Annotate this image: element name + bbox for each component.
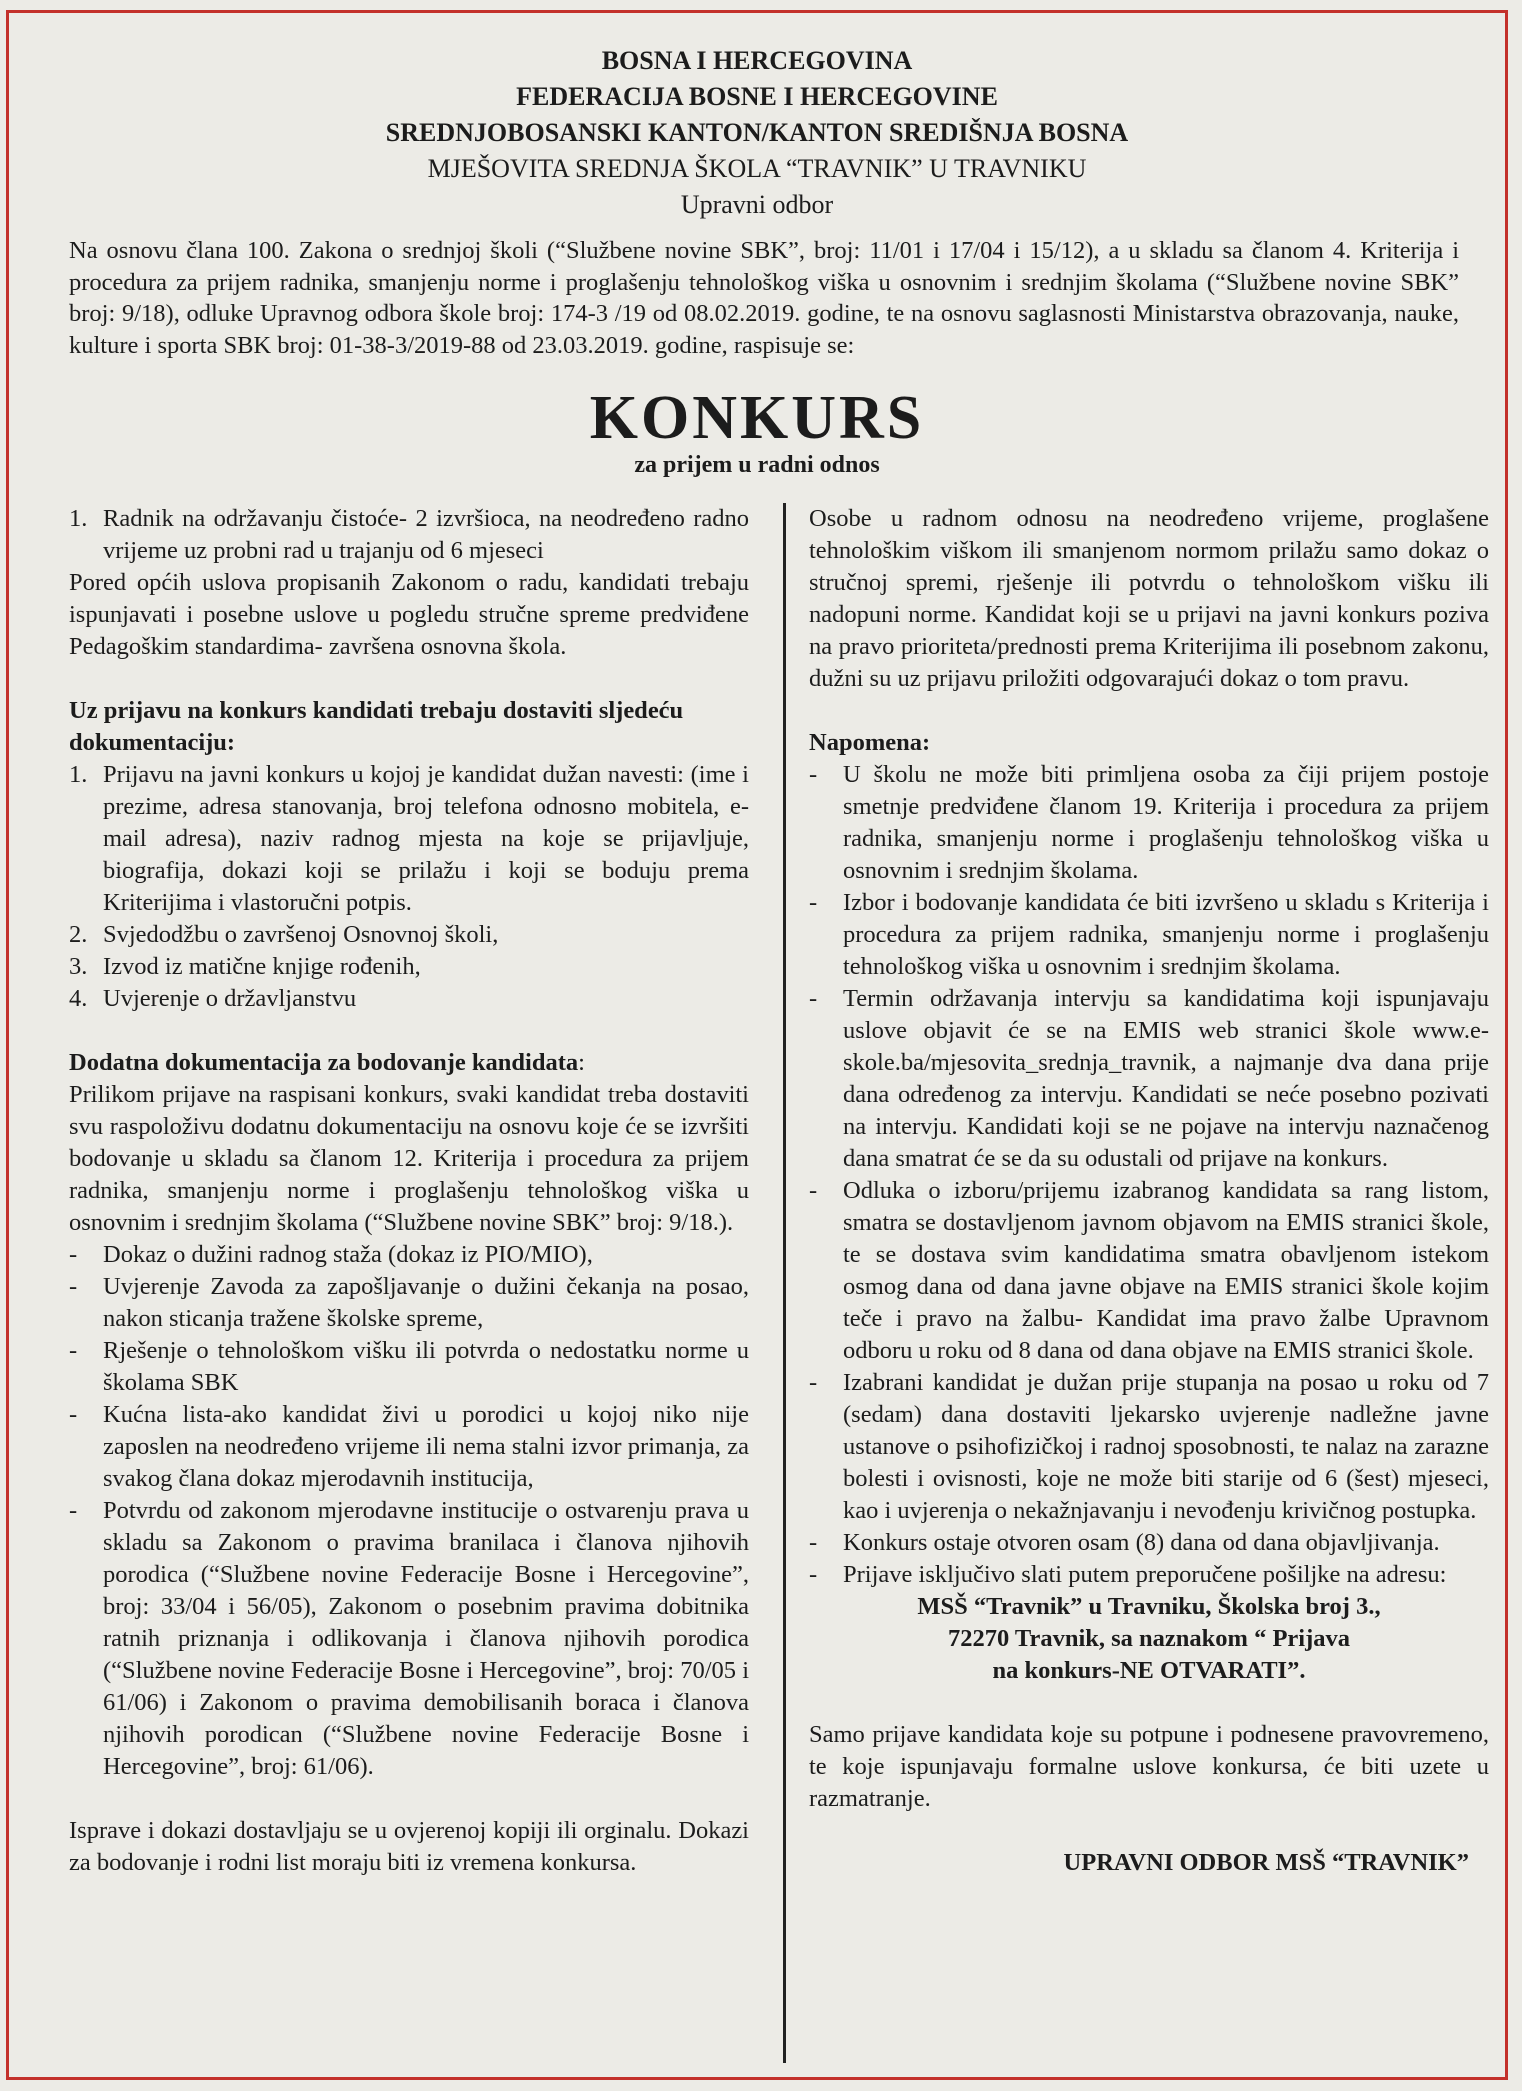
item-text: Potvrdu od zakonom mjerodavne institucije o ostvarenju prava u skladu sa Zakonom o pravima branilaca i članova njihovih porodica (“Službene novine Federacije Bosne i Hercegovine”, broj: 33/04 i 56/05), Zakonom o posebnim pravima dobitnika ratnih priznanja i odlikovanja i članova njihovih porodica (“Službene novine Federacije Bosne i Hercegovine”, broj: 70/05 i 61/06) i Zakonom o pravima demobilisanih boraca i članova njihovih porodican (“Službene novine Federacije Bosne i Hercegovine”, broj: 61/06).: [103, 1497, 749, 1780]
item-text: Termin održavanja intervju sa kandidatima koji ispunjavaju uslove objavit će se na EMIS web stranici škole www.e-skole.ba/mjesovita_srednja_travnik, a najmanje dva dana prije dana određenog za intervju. Kandidati se neće posebno pozivati na intervju. Kandidati koji se ne pojave na intervju naznačenog dana smatrat će se da su odustali od prijave na konkurs.: [843, 985, 1489, 1172]
document-frame: [6, 10, 1508, 2080]
address-line: MSŠ “Travnik” u Travniku, Školska broj 3.,: [917, 1593, 1381, 1620]
item-dash: -: [809, 761, 818, 788]
extra-heading: Dodatna dokumentacija za bodovanje kandidata: [69, 1049, 579, 1076]
extra-heading-suffix: :: [578, 1049, 585, 1076]
item-text: Kućna lista-ako kandidat živi u porodici u kojoj niko nije zaposlen na neodređeno vrijeme ili nema stalni izvor primanja, za svakog člana dokaz mjerodavnih institucija,: [103, 1401, 749, 1492]
column-divider: [783, 503, 786, 2063]
item-dash: -: [809, 1177, 818, 1204]
item-dash: -: [809, 889, 818, 916]
item-dash: -: [809, 1369, 818, 1396]
list-item: [69, 759, 749, 919]
document-header: [9, 43, 1505, 223]
list-item: [69, 951, 749, 983]
list-item: [69, 919, 749, 951]
right-column: [809, 503, 1489, 1879]
item-number: 4.: [69, 985, 88, 1012]
list-item: [809, 1527, 1489, 1559]
left-column: [69, 503, 749, 1879]
item-dash: -: [69, 1401, 78, 1428]
header-school: MJEŠOVITA SREDNJA ŠKOLA “TRAVNIK” U TRAVNIKU: [427, 154, 1087, 183]
item-text: Izvod iz matične knjige rođenih,: [103, 953, 421, 980]
position-number: 1.: [69, 505, 88, 532]
title-block: [9, 386, 1505, 480]
list-item: [809, 1175, 1489, 1367]
position-item: [69, 503, 749, 567]
list-item: [69, 983, 749, 1015]
item-text: Izabrani kandidat je dužan prije stupanja na posao u roku od 7 (sedam) dana dostaviti ljekarsko uvjerenje nadležne javne ustanove o psihofizičkoj i radnoj sposobnosti, te nalaz na zarazne bolesti i ovisnosti, koje ne može biti starije od 6 (šest) mjeseci, kao i uvjerenja o nekažnjavanju i nevođenju krivičnog postupka.: [843, 1369, 1489, 1524]
item-text: Odluka o izboru/prijemu izabranog kandidata sa rang listom, smatra se dostavljenom javnom objavom na EMIS stranici škole, te se dostava svim kandidatima smatra obavljenom istekom osmog dana od dana javne objave na EMIS stranici škole kojim teče i pravo na žalbu- Kandidat ima pravo žalbe Upravnom odboru u roku od 8 dana od dana objave na EMIS stranici škole.: [843, 1177, 1489, 1364]
position-conditions: Pored općih uslova propisanih Zakonom o radu, kandidati trebaju ispunjavati i posebne uslove u pogledu stručne spreme predviđene Pedagoškim standardima- završena osnovna škola.: [69, 569, 749, 660]
note-heading: Napomena:: [809, 729, 931, 756]
address-line: 72270 Travnik, sa naznakom “ Prijava: [947, 1625, 1350, 1652]
extra-list: [69, 1239, 749, 1783]
item-text: Konkurs ostaje otvoren osam (8) dana od dana objavljivanja.: [843, 1529, 1440, 1556]
item-text: Izbor i bodovanje kandidata će biti izvršeno u skladu s Kriterija i procedura za prijem radnika, smanjenju norme i proglašenju tehnološkog viška u osnovnim i srednjim školama.: [843, 889, 1489, 980]
list-item: [809, 983, 1489, 1175]
item-text: Uvjerenje o državljanstvu: [103, 985, 357, 1012]
item-text: Rješenje o tehnološkom višku ili potvrda o nedostatku norme u školama SBK: [103, 1337, 749, 1396]
item-text: Uvjerenje Zavoda za zapošljavanje o dužini čekanja na posao, nakon sticanja tražene školske spreme,: [103, 1273, 749, 1332]
header-board: Upravni odbor: [680, 190, 834, 219]
item-dash: -: [69, 1273, 78, 1300]
item-number: 2.: [69, 921, 88, 948]
item-number: 3.: [69, 953, 88, 980]
document-title: KONKURS: [589, 384, 925, 452]
list-item: [69, 1335, 749, 1399]
signature: UPRAVNI ODBOR MSŠ “TRAVNIK”: [1063, 1849, 1469, 1876]
header-country: BOSNA I HERCEGOVINA: [601, 46, 913, 75]
item-text: U školu ne može biti primljena osoba za čiji prijem postoje smetnje predviđene članom 19. Kriterija i procedura za prijem radnika, smanjenju norme i proglašenju tehnološkog viška u osnovnim i srednjim školama.: [843, 761, 1489, 884]
item-text: Prijavu na javni konkurs u kojoj je kandidat dužan navesti: (ime i prezime, adresa stanovanja, broj telefona odnosno mobitela, e-mail adresa), naziv radnog mjesta na koje se prijavljuje, biografija, dokazi koji se prilažu i koji se boduju prema Kriterijima i vlastoručni potpis.: [103, 761, 749, 916]
mailing-address: [809, 1591, 1489, 1687]
item-number: 1.: [69, 761, 88, 788]
extra-intro: Prilikom prijave na raspisani konkurs, svaki kandidat treba dostaviti svu raspoloživu dodatnu dokumentaciju na osnovu koje će se izvršiti bodovanje u skladu sa članom 12. Kriterija i procedura za prijem radnika, smanjenju norme i proglašenju tehnološkog viška u osnovnim i srednjim školama (“Službene novine SBK” broj: 9/18.).: [69, 1081, 749, 1236]
docs-list: [69, 759, 749, 1015]
extra-heading-line: [69, 1047, 749, 1079]
header-canton: SREDNJOBOSANSKI KANTON/KANTON SREDIŠNJA BOSNA: [385, 118, 1129, 147]
list-item: [809, 1367, 1489, 1527]
priority-paragraph: Osobe u radnom odnosu na neodređeno vrijeme, proglašene tehnološkim viškom ili smanjenom normom prilažu samo dokaz o stručnoj spremi, rješenje ili potvrdu o tehnološkom višku ili nadopuni norme. Kandidat koji se u prijavi na javni konkurs poziva na pravo prioriteta/prednosti prema Kriterijima ili posebnom zakonu, dužni su uz prijavu priložiti odgovarajući dokaz o tom pravu.: [809, 505, 1489, 692]
item-dash: -: [809, 1529, 818, 1556]
list-item: [69, 1271, 749, 1335]
intro-paragraph: Na osnovu člana 100. Zakona o srednjoj školi (“Službene novine SBK”, broj: 11/01 i 17/04 i 15/12), a u skladu sa članom 4. Kriterija i procedura za prijem radnika, smanjenju norme i proglašenju tehnološkog viška u osnovnim i srednjim školama (“Službene novine SBK” broj: 9/18), odluke Upravnog odbora škole broj: 174-3 /19 od 08.02.2019. godine, te na osnovu saglasnosti Ministarstva obrazovanja, nauke, kulture i sporta SBK broj: 01-38-3/2019-88 od 23.03.2019. godine, raspisuje se:: [69, 237, 1459, 359]
list-item: [69, 1239, 749, 1271]
item-dash: -: [69, 1337, 78, 1364]
item-text: Svjedodžbu o završenoj Osnovnoj školi,: [103, 921, 499, 948]
notes-list: [809, 759, 1489, 1591]
list-item: [69, 1399, 749, 1495]
list-item: [69, 1495, 749, 1783]
list-item: [809, 759, 1489, 887]
position-text: Radnik na održavanju čistoće- 2 izvršioca, na neodređeno radno vrijeme uz probni rad u trajanju od 6 mjeseci: [103, 505, 749, 564]
item-text: Dokaz o dužini radnog staža (dokaz iz PIO/MIO),: [103, 1241, 593, 1268]
list-item: [809, 1559, 1489, 1591]
final-paragraph: Samo prijave kandidata koje su potpune i podnesene pravovremeno, te koje ispunjavaju formalne uslove konkursa, će biti uzete u razmatranje.: [809, 1721, 1489, 1812]
item-text: Prijave isključivo slati putem preporučene pošiljke na adresu:: [843, 1561, 1447, 1588]
closing-paragraph: Isprave i dokazi dostavljaju se u ovjerenoj kopiji ili orginalu. Dokazi za bodovanje i rodni list moraju biti iz vremena konkursa.: [69, 1817, 749, 1876]
document-subtitle: za prijem u radni odnos: [634, 452, 880, 478]
docs-heading: Uz prijavu na konkurs kandidati trebaju dostaviti sljedeću dokumentaciju:: [69, 697, 684, 756]
list-item: [809, 887, 1489, 983]
address-line: na konkurs-NE OTVARATI”.: [992, 1657, 1306, 1684]
item-dash: -: [69, 1497, 78, 1524]
position-list: [69, 503, 749, 567]
item-dash: -: [809, 1561, 818, 1588]
header-federation: FEDERACIJA BOSNE I HERCEGOVINE: [516, 82, 998, 111]
item-dash: -: [69, 1241, 78, 1268]
item-dash: -: [809, 985, 818, 1012]
